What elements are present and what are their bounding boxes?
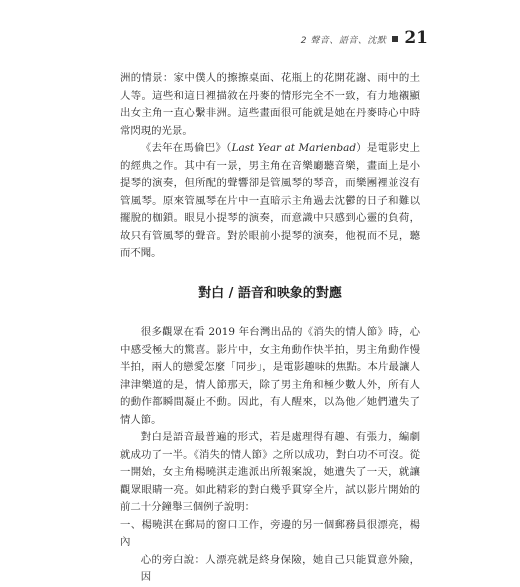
section-heading: 對白 / 語音和映象的對應: [198, 285, 342, 301]
list-item-continuation: 心的旁白說：人漂亮就是終身保險，她自己只能買意外險，因: [140, 553, 420, 583]
page-number: 21: [404, 28, 428, 48]
list-item: 一、楊曉淇在郵局的窗口工作，旁邊的另一個郵務員很漂亮，楊內: [120, 518, 420, 548]
paragraph: [120, 140, 420, 263]
running-header: [301, 28, 428, 48]
header-square-icon: [392, 36, 398, 42]
paragraph-text: ）是電影史上的經典之作。其中有一景，男主角在音樂廳聽音樂，畫面上是小提琴的演奏，但所配的聲響卻是管風琴的琴音，而樂團裡並沒有管風琴。原來管風琴在片中一直暗示主角過去沈鬱的日子和難以擺脫的枷鎖。眼見小提琴的演奏，而意識中只感到心靈的負荷，故只有管風琴的聲音。對於眼前小提琴的演奏，他視而不見，聽而不聞。: [120, 142, 420, 259]
film-title-english: Last Year at Marienbad: [231, 142, 357, 154]
running-title: 2 聲音、語音、沈默: [300, 36, 387, 46]
paragraph: 很多觀眾在看 2019 年台灣出品的《消失的情人節》時，心中感受極大的驚喜。影片中，女主角動作快半拍，男主角動作慢半拍，兩人的戀愛怎麼「同步」，是電影趣味的焦點。本片最讓人津津樂道的是，情人節那天，除了男主角和極少數人外，所有人的動作都瞬間凝止不動。因此，有人醒來，以為他／她們遺失了情人節。: [120, 326, 420, 426]
paragraph: 洲的情景：家中僕人的擦擦桌面、花瓶上的花開花謝、雨中的土人等。這些和這日裡描敘在丹麥的情形完全不一致，有力地襯顯出女主角一直心繫非洲。這些畫面很可能就是她在丹麥時心中時常閃現的光景。: [120, 72, 420, 137]
paragraph: 對白是語音最普遍的形式，若是處理得有趣、有張力，編劇就成功了一半。《消失的情人節》之所以成功，對白功不可沒。從一開始，女主角楊曉淇走進派出所報案說，她遺失了一天，就讓觀眾眼睛一亮。如此精彩的對白幾乎貫穿全片，試以影片開始的前二十分鐘舉三個例子說明：: [120, 431, 420, 513]
body-text: [120, 70, 420, 587]
paragraph-text: 《去年在馬倫巴》（: [140, 142, 232, 154]
